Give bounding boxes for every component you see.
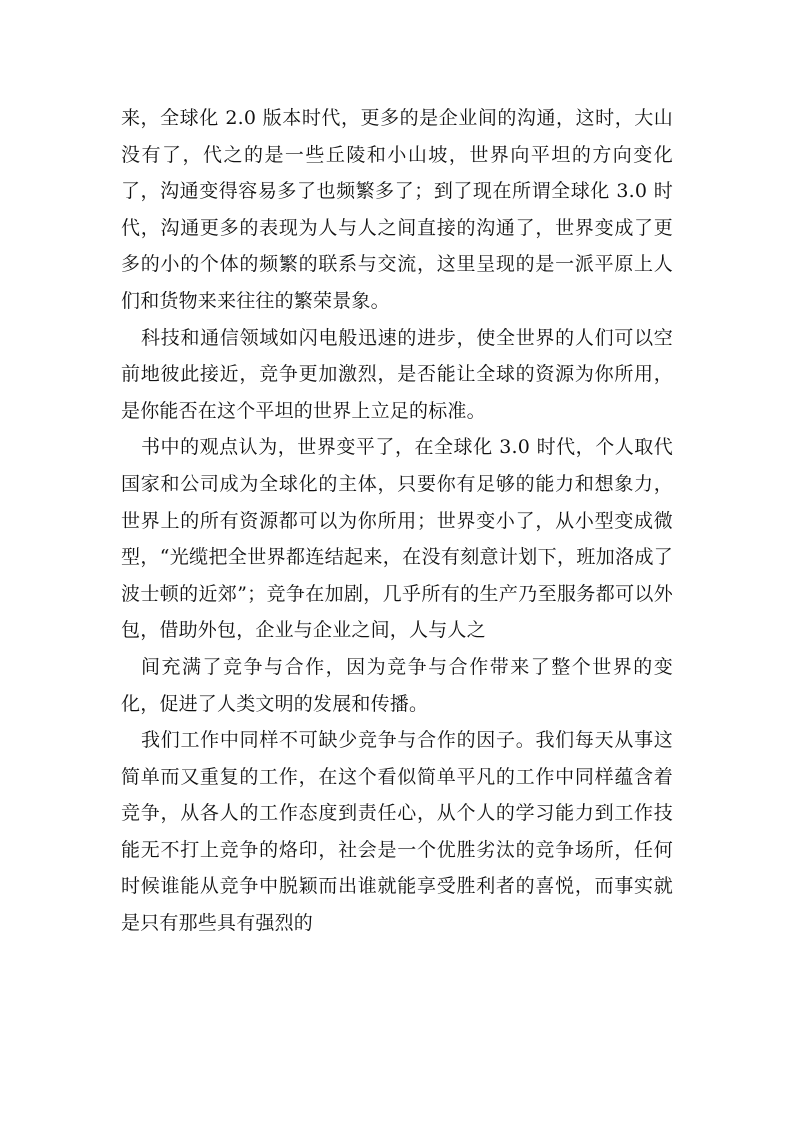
paragraph-3: 书中的观点认为，世界变平了，在全球化 3.0 时代，个人取代国家和公司成为全球化的主体，只要你有足够的能力和想象力，世界上的所有资源都可以为你所用；世界变小了，从小型变成微型，“光缆把全世界都连结起来，在没有刻意计划下，班加洛成了波士顿的近郊”；竞争在加剧，几乎所有的生产乃至服务都可以外包，借助外包，企业与企业之间，人与人之 <box>121 436 673 642</box>
paragraph-4: 间充满了竞争与合作，因为竞争与合作带来了整个世界的变化，促进了人类文明的发展和传播。 <box>121 655 673 715</box>
paragraph-1: 来，全球化 2.0 版本时代，更多的是企业间的沟通，这时，大山没有了，代之的是一些丘陵和小山坡，世界向平坦的方向变化了，沟通变得容易多了也频繁多了；到了现在所谓全球化 3.0 时代，沟通更多的表现为人与人之间直接的沟通了，世界变成了更多的小的个体的频繁的联系与交流，这里呈现的是一派平原上人们和货物来来往往的繁荣景象。 <box>121 107 673 312</box>
paragraph-5: 我们工作中同样不可缺少竞争与合作的因子。我们每天从事这简单而又重复的工作，在这个看似简单平凡的工作中同样蕴含着竞争，从各人的工作态度到责任心，从个人的学习能力到工作技能无不打上竞争的烙印，社会是一个优胜劣汰的竞争场所，任何时候谁能从竞争中脱颖而出谁就能享受胜利者的喜悦，而事实就是只有那些具有强烈的 <box>121 729 673 935</box>
paragraph-2: 科技和通信领域如闪电般迅速的进步，使全世界的人们可以空前地彼此接近，竞争更加激烈，是否能让全球的资源为你所用，是你能否在这个平坦的世界上立足的标准。 <box>121 326 673 422</box>
document-page <box>121 100 673 942</box>
